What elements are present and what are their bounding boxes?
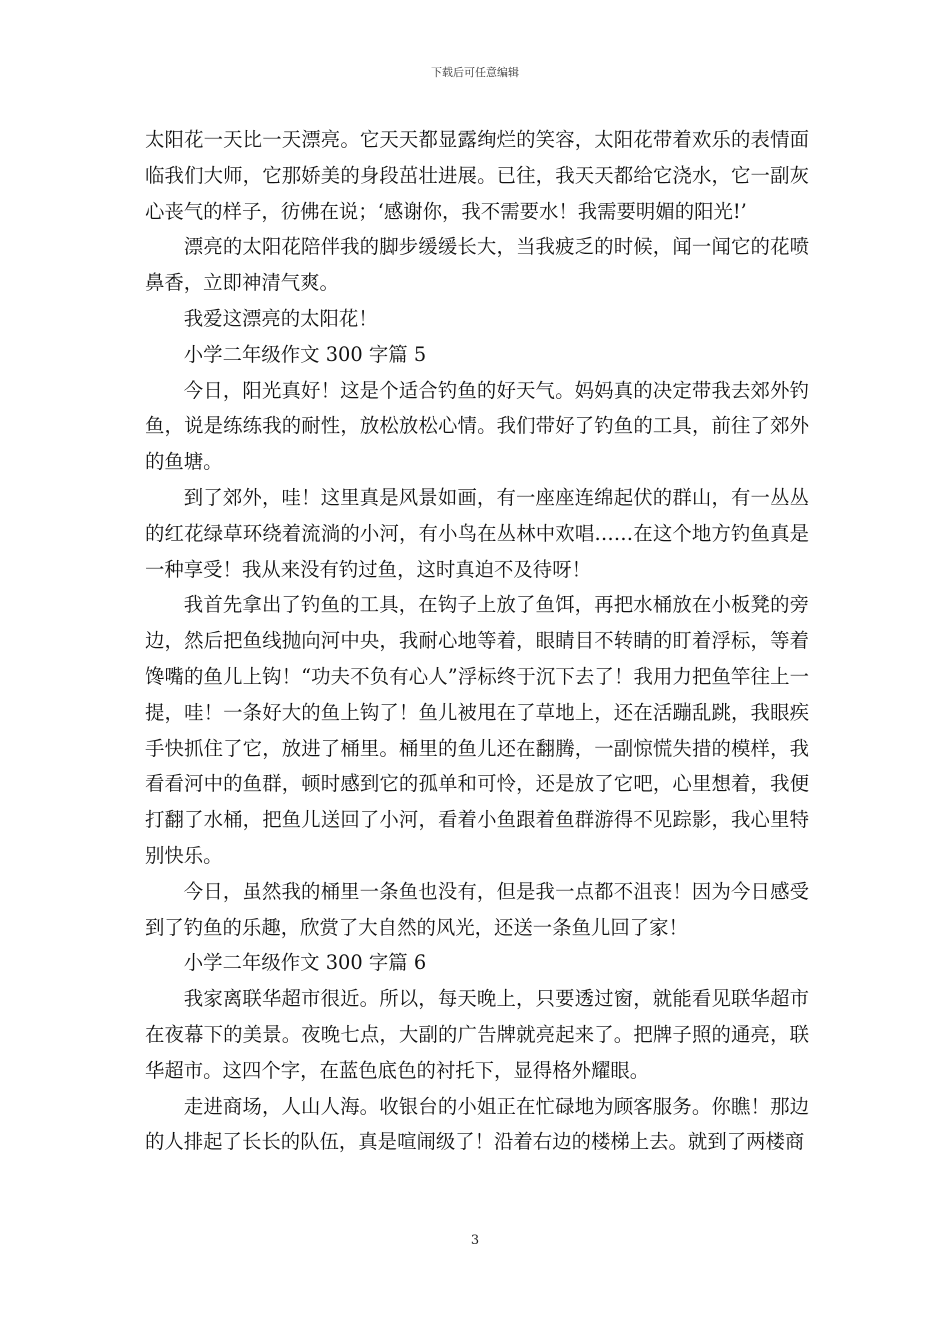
- paragraph-11: 走进商场，人山人海。收银台的小姐正在忙碌地为顾客服务。你瞧！那边的人排起了长长的队伍，真是喧闹级了！沿着右边的楼梯上去。就到了两楼商: [145, 1094, 809, 1154]
- paragraph-10: 我家离联华超市很近。所以，每天晚上，只要透过窗，就能看见联华超市在夜幕下的美景。夜晚七点，大副的广告牌就亮起来了。把牌子照的通亮，联华超市。这四个字，在蓝色底色的衬托下，显得格外耀眼。: [145, 987, 809, 1082]
- paragraph-1: 太阳花一天比一天漂亮。它天天都显露绚烂的笑容，太阳花带着欢乐的表情面临我们大师，它那娇美的身段茁壮进展。已往，我天天都给它浇水，它一副灰心丧气的样子，彷佛在说；‘感谢你，我不需要水！我需要明媚的阳光!’: [145, 128, 809, 223]
- document-body: [145, 122, 809, 1160]
- paragraph-3: 我爱这漂亮的太阳花！: [183, 306, 378, 330]
- paragraph-7: 我首先拿出了钓鱼的工具，在钩子上放了鱼饵，再把水桶放在小板凳的旁边，然后把鱼线抛向河中央，我耐心地等着，眼睛目不转睛的盯着浮标，等着馋嘴的鱼儿上钩！“功夫不负有心人”浮标终于沉下去了！我用力把鱼竿往上一提，哇！一条好大的鱼上钩了！鱼儿被甩在了草地上，还在活蹦乱跳，我眼疾手快抓住了它，放进了桶里。桶里的鱼儿还在翻腾，一副惊慌失措的模样，我看看河中的鱼群，顿时感到它的孤单和可怜，还是放了它吧，心里想着，我便打翻了水桶，把鱼儿送回了小河，看着小鱼跟着鱼群游得不见踪影，我心里特别快乐。: [145, 593, 809, 867]
- page-number: 3: [470, 1233, 480, 1248]
- paragraph-5: 今日，阳光真好！这是个适合钓鱼的好天气。妈妈真的决定带我去郊外钓鱼，说是练练我的耐性，放松放松心情。我们带好了钓鱼的工具，前往了郊外的鱼塘。: [145, 378, 809, 474]
- paragraph-2: 漂亮的太阳花陪伴我的脚步缓缓长大，当我疲乏的时候，闻一闻它的花喷鼻香，立即神清气爽。: [145, 235, 809, 295]
- section-heading-5: 小学二年级作文 300 字篇 5: [183, 342, 427, 366]
- section-heading-6: 小学二年级作文 300 字篇 6: [183, 951, 427, 975]
- paragraph-6: 到了郊外，哇！这里真是风景如画，有一座座连绵起伏的群山，有一丛丛的红花绿草环绕着流淌的小河，有小鸟在丛林中欢唱……在这个地方钓鱼真是一种享受！我从来没有钓过鱼，这时真迫不及待呀！: [145, 485, 809, 581]
- page-header: 下载后可任意编辑: [431, 66, 519, 79]
- paragraph-8: 今日，虽然我的桶里一条鱼也没有，但是我一点都不沮丧！因为今日感受到了钓鱼的乐趣，欣赏了大自然的风光，还送一条鱼儿回了家！: [145, 879, 809, 939]
